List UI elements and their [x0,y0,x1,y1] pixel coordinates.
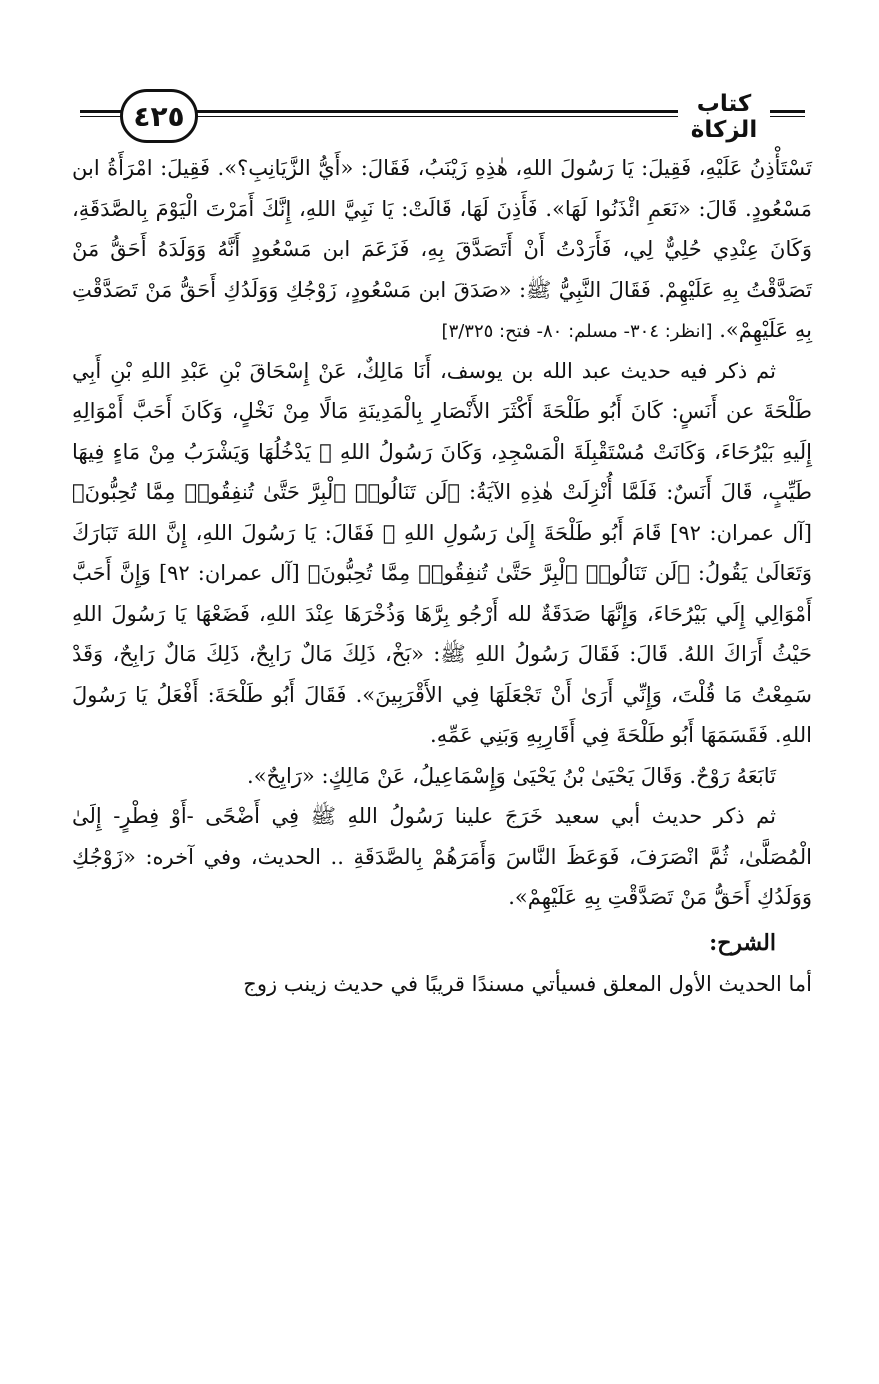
hadith-text-1: تَسْتَأْذِنُ عَلَيْهِ، فَقِيلَ: يَا رَسُولَ اللهِ، هٰذِهِ زَيْنَبُ، فَقَالَ: «أَيُّ الزَّيَانِبِ؟». فَقِيلَ: امْرَأَةُ ابن مَسْعُودٍ. قَالَ: «نَعَمِ ائْذَنُوا لَهَا». فَأَذِنَ لَهَا، قَالَتْ: يَا نَبِيَّ اللهِ، إِنَّكَ أَمَرْتَ الْيَوْمَ بِالصَّدَقَةِ، وَكَانَ عِنْدِي حُلِيٌّ لِي، فَأَرَدْتُ أَنْ أَتَصَدَّقَ بِهِ، فَزَعَمَ ابن مَسْعُودٍ أَنَّهُ وَوَلَدَهُ أَحَقُّ مَنْ تَصَدَّقْتُ بِهِ عَلَيْهِمْ. فَقَالَ النَّبِيُّ ﷺ: «صَدَقَ ابن مَسْعُودٍ، زَوْجُكِ وَوَلَدُكِ أَحَقُّ مَنْ تَصَدَّقْتِ بِهِ عَلَيْهِمْ». [72,156,812,343]
page-header [80,85,805,145]
hadith-paragraph-4: ثم ذكر حديث أبي سعيد خَرَجَ علينا رَسُولُ اللهِ ﷺ فِي أَضْحًى -أَوْ فِطْرٍ- إِلَىٰ الْمُصَلَّىٰ، ثُمَّ انْصَرَفَ، فَوَعَظَ النَّاسَ وَأَمَرَهُمْ بِالصَّدَقَةِ .. الحديث، وفي آخره: «زَوْجُكِ وَوَلَدُكِ أَحَقُّ مَنْ تَصَدَّقْتِ بِهِ عَلَيْهِمْ». [72,804,812,910]
book-title: كتاب الزكاة [678,91,770,143]
header-rule-left [80,110,122,117]
hadith-paragraph-3: تَابَعَهُ رَوْحٌ. وَقَالَ يَحْيَىٰ بْنُ يَحْيَىٰ وَإِسْمَاعِيلُ، عَنْ مَالِكٍ: «رَايِحٌ». [247,763,776,788]
commentary-paragraph: أما الحديث الأول المعلق فسيأتي مسندًا قريبًا في حديث زينب زوج [243,972,812,997]
reference-1: [انظر: ٣٠٤- مسلم: ٨٠- فتح: ٣/٣٢٥] [441,321,713,343]
page-number: ٤٢٥ [120,89,198,143]
header-rule-right [770,110,805,117]
hadith-paragraph-1 [72,148,812,351]
commentary-heading: الشرح: [709,929,776,956]
hadith-paragraph-2: ثم ذكر فيه حديث عبد الله بن يوسف، أَنَا مَالِكٌ، عَنْ إِسْحَاقَ بْنِ عَبْدِ اللهِ بْنِ أَبِي طَلْحَةَ عن أَنَسٍ: كَانَ أَبُو طَلْحَةَ أَكْثَرَ الأَنْصَارِ بِالْمَدِينَةِ مَالًا مِنْ نَخْلٍ، وَكَانَ أَحَبَّ أَمْوَالِهِ إِلَيهِ بَيْرُحَاءَ، وَكَانَتْ مُسْتَقْبِلَةَ الْمَسْجِدِ، وَكَانَ رَسُولُ اللهِ ﷺ يَدْخُلُهَا وَيَشْرَبُ مِنْ مَاءٍ فِيهَا طَيِّبٍ، قَالَ أَنَسٌ: فَلَمَّا أُنْزِلَتْ هٰذِهِ الآيَةُ: ﴿لَن تَنَالُوا۟ ٱلْبِرَّ حَتَّىٰ تُنفِقُوا۟ مِمَّا تُحِبُّونَ﴾ [آل عمران: ٩٢] قَامَ أَبُو طَلْحَةَ إِلَىٰ رَسُولِ اللهِ ﷺ فَقَالَ: يَا رَسُولَ اللهِ، إِنَّ اللهَ تَبَارَكَ وَتَعَالَىٰ يَقُولُ: ﴿لَن تَنَالُوا۟ ٱلْبِرَّ حَتَّىٰ تُنفِقُوا۟ مِمَّا تُحِبُّونَ﴾ [آل عمران: ٩٢] وَإِنَّ أَحَبَّ أَمْوَالِي إِلَي بَيْرُحَاءَ، وَإِنَّهَا صَدَقَةٌ لله أَرْجُو بِرَّهَا وَذُخْرَهَا عِنْدَ اللهِ، فَضَعْهَا يَا رَسُولَ اللهِ حَيْثُ أَرَاكَ اللهُ. قَالَ: فَقَالَ رَسُولُ اللهِ ﷺ: «بَخْ، ذَلِكَ مَالٌ رَابِحٌ، ذَلِكَ مَالٌ رَابِحٌ، وَقَدْ سَمِعْتُ مَا قُلْتَ، وَإِنِّي أَرَىٰ أَنْ تَجْعَلَهَا فِي الأَقْرَبِينَ». فَقَالَ أَبُو طَلْحَةَ: أَفْعَلُ يَا رَسُولَ اللهِ. فَقَسَمَهَا أَبُو طَلْحَةَ فِي أَقَارِبِهِ وَبَنِي عَمِّهِ. [72,358,812,748]
header-rule-middle [192,110,682,117]
page-body [72,148,812,1005]
